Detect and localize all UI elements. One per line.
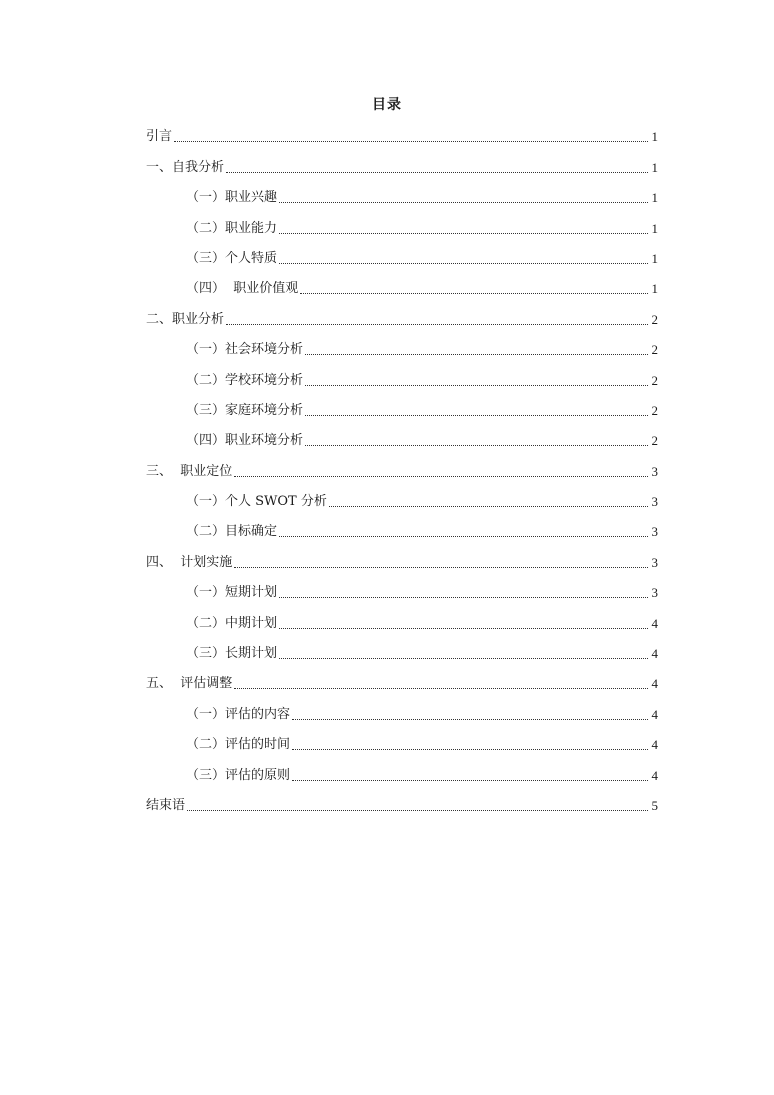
toc-dot-leader [292, 718, 648, 720]
toc-entry[interactable] [146, 237, 658, 267]
toc-entry[interactable] [146, 510, 658, 540]
toc-entry-label: 引言 [146, 129, 173, 145]
toc-dot-leader [234, 566, 648, 568]
toc-entry-page-number: 4 [651, 737, 658, 753]
toc-dot-leader [187, 809, 648, 811]
toc-entry-label: （一）社会环境分析 [186, 342, 304, 358]
toc-entry[interactable] [146, 571, 658, 601]
toc-entry-page-number: 2 [651, 402, 658, 418]
toc-entry-page-number: 4 [651, 615, 658, 631]
toc-entry[interactable] [146, 632, 658, 662]
toc-dot-leader [292, 779, 648, 781]
toc-entry-page-number: 1 [651, 159, 658, 175]
toc-entry[interactable] [146, 297, 658, 327]
toc-entry[interactable] [146, 784, 658, 814]
toc-entry-page-number: 1 [651, 220, 658, 236]
toc-entry-page-number: 4 [651, 767, 658, 783]
toc-entry-page-number: 2 [651, 433, 658, 449]
toc-entry[interactable] [146, 449, 658, 479]
toc-dot-leader [234, 475, 648, 477]
toc-entry-label: 一、自我分析 [146, 159, 225, 175]
toc-entry-label: （三）家庭环境分析 [186, 402, 304, 418]
toc-entry-label: 四、 计划实施 [146, 554, 233, 570]
toc-entry-page-number: 1 [651, 129, 658, 145]
toc-entry-page-number: 1 [651, 250, 658, 266]
toc-entry-label: （三）长期计划 [186, 646, 278, 662]
toc-entry-label: （三）个人特质 [186, 250, 278, 266]
toc-entry[interactable] [146, 358, 658, 388]
toc-dot-leader [279, 535, 648, 537]
toc-entry[interactable] [146, 723, 658, 753]
toc-dot-leader [305, 353, 648, 355]
toc-entry[interactable] [146, 419, 658, 449]
toc-entry[interactable] [146, 601, 658, 631]
toc-entry-page-number: 2 [651, 342, 658, 358]
toc-dot-leader [279, 201, 648, 203]
toc-entry-page-number: 4 [651, 646, 658, 662]
toc-entry-label: （二）学校环境分析 [186, 372, 304, 388]
toc-dot-leader [305, 414, 648, 416]
toc-dot-leader [305, 444, 648, 446]
toc-entry[interactable] [146, 389, 658, 419]
toc-entry-label: （一）个人 SWOT 分析 [186, 494, 327, 510]
toc-entry-page-number: 1 [651, 190, 658, 206]
toc-entry-page-number: 4 [651, 676, 658, 692]
toc-dot-leader [292, 748, 648, 750]
toc-entry-page-number: 1 [651, 281, 658, 297]
toc-entry-label: 三、 职业定位 [146, 463, 233, 479]
toc-dot-leader [226, 171, 648, 173]
toc-entry[interactable] [146, 540, 658, 570]
toc-entry[interactable] [146, 267, 658, 297]
toc-entry[interactable] [146, 206, 658, 236]
toc-entry[interactable] [146, 662, 658, 692]
toc-entry[interactable] [146, 692, 658, 722]
toc-entry[interactable] [146, 115, 658, 145]
toc-entry[interactable] [146, 145, 658, 175]
toc-entry-page-number: 3 [651, 524, 658, 540]
toc-entry-page-number: 3 [651, 585, 658, 601]
toc-dot-leader [234, 687, 648, 689]
toc-entry-label: （二）评估的时间 [186, 737, 291, 753]
toc-entry-page-number: 3 [651, 463, 658, 479]
toc-entry-label: 五、 评估调整 [146, 676, 233, 692]
toc-entry-page-number: 2 [651, 311, 658, 327]
toc-dot-leader [174, 140, 648, 142]
toc-dot-leader [279, 262, 648, 264]
toc-entry-page-number: 3 [651, 494, 658, 510]
toc-entry-label: （二）目标确定 [186, 524, 278, 540]
toc-dot-leader [305, 384, 648, 386]
toc-entry-label: 结束语 [146, 797, 186, 813]
toc-dot-leader [279, 232, 648, 234]
toc-entry-page-number: 5 [651, 797, 658, 813]
toc-dot-leader [300, 292, 648, 294]
toc-dot-leader [329, 505, 648, 507]
toc-entry[interactable] [146, 328, 658, 358]
toc-dot-leader [226, 323, 648, 325]
toc-entry-page-number: 4 [651, 706, 658, 722]
toc-entry[interactable] [146, 753, 658, 783]
toc-entry-label: （二）职业能力 [186, 220, 278, 236]
toc-entry-label: （一）职业兴趣 [186, 190, 278, 206]
toc-entry-label: （四） 职业价值观 [186, 281, 299, 297]
toc-entry-page-number: 2 [651, 372, 658, 388]
toc-entry[interactable] [146, 480, 658, 510]
toc-title: 目录 [372, 97, 402, 113]
toc-dot-leader [279, 657, 648, 659]
toc-entry-label: （二）中期计划 [186, 615, 278, 631]
toc-entry-label: （一）评估的内容 [186, 706, 291, 722]
table-of-contents [146, 115, 658, 814]
toc-entry-page-number: 3 [651, 554, 658, 570]
toc-dot-leader [279, 627, 648, 629]
toc-entry[interactable] [146, 176, 658, 206]
toc-entry-label: （一）短期计划 [186, 585, 278, 601]
toc-entry-label: 二、职业分析 [146, 311, 225, 327]
toc-entry-label: （三）评估的原则 [186, 767, 291, 783]
toc-entry-label: （四）职业环境分析 [186, 433, 304, 449]
toc-dot-leader [279, 596, 648, 598]
